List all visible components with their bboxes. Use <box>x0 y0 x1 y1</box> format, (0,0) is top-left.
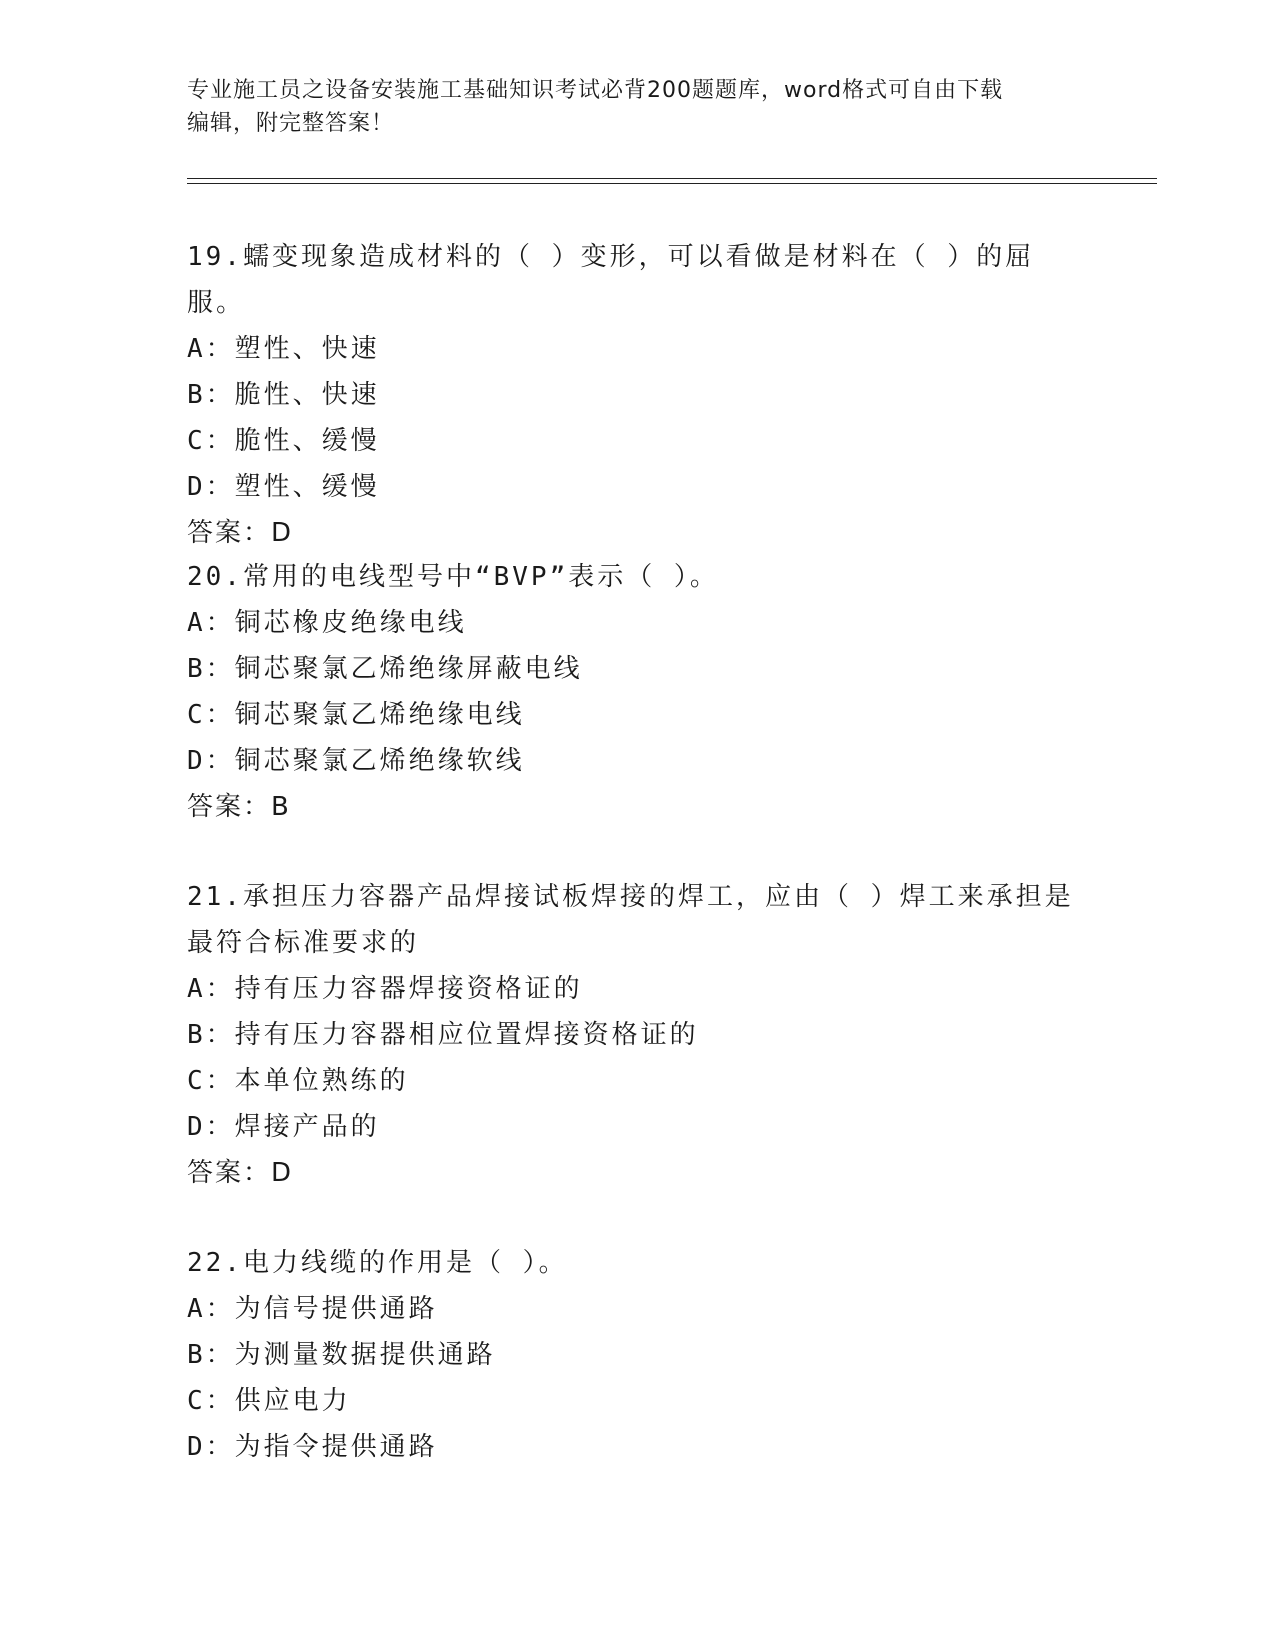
header-divider-top <box>187 178 1157 179</box>
answer: 答案：B <box>187 792 291 822</box>
option-d: D：焊接产品的 <box>187 1112 380 1142</box>
question-stem-line-2: 最符合标准要求的 <box>187 928 420 958</box>
option-c: C：本单位熟练的 <box>187 1066 409 1096</box>
option-d: D：塑性、缓慢 <box>187 472 380 502</box>
question-19 <box>187 234 1087 556</box>
question-20 <box>187 554 1087 830</box>
option-c: C：供应电力 <box>187 1386 351 1416</box>
option-c: C：脆性、缓慢 <box>187 426 380 456</box>
option-b: B：脆性、快速 <box>187 380 380 410</box>
answer: 答案：D <box>187 518 294 548</box>
question-stem: 22.电力线缆的作用是（ ）。 <box>187 1248 568 1278</box>
question-stem-line-1: 21.承担压力容器产品焊接试板焊接的焊工，应由（ ）焊工来承担是 <box>187 882 1074 912</box>
option-a: A：持有压力容器焊接资格证的 <box>187 974 583 1004</box>
header-divider-bottom <box>187 183 1157 184</box>
question-21 <box>187 874 1087 1196</box>
option-a: A：为信号提供通路 <box>187 1294 438 1324</box>
question-22 <box>187 1240 1087 1470</box>
option-a: A：铜芯橡皮绝缘电线 <box>187 608 467 638</box>
option-b: B：铜芯聚氯乙烯绝缘屏蔽电线 <box>187 654 583 684</box>
header-line-1: 专业施工员之设备安装施工基础知识考试必背200题题库，word格式可自由下载 <box>187 78 1004 103</box>
option-d: D：铜芯聚氯乙烯绝缘软线 <box>187 746 525 776</box>
option-b: B：持有压力容器相应位置焊接资格证的 <box>187 1020 699 1050</box>
question-stem: 20.常用的电线型号中“BVP”表示（ ）。 <box>187 562 719 592</box>
document-header <box>187 74 1067 140</box>
question-stem: 19.蠕变现象造成材料的（ ）变形，可以看做是材料在（ ）的屈服。 <box>187 242 1035 318</box>
answer: 答案：D <box>187 1158 294 1188</box>
option-a: A：塑性、快速 <box>187 334 380 364</box>
header-line-2: 编辑，附完整答案！ <box>187 111 395 136</box>
option-c: C：铜芯聚氯乙烯绝缘电线 <box>187 700 525 730</box>
option-d: D：为指令提供通路 <box>187 1432 438 1462</box>
option-b: B：为测量数据提供通路 <box>187 1340 496 1370</box>
